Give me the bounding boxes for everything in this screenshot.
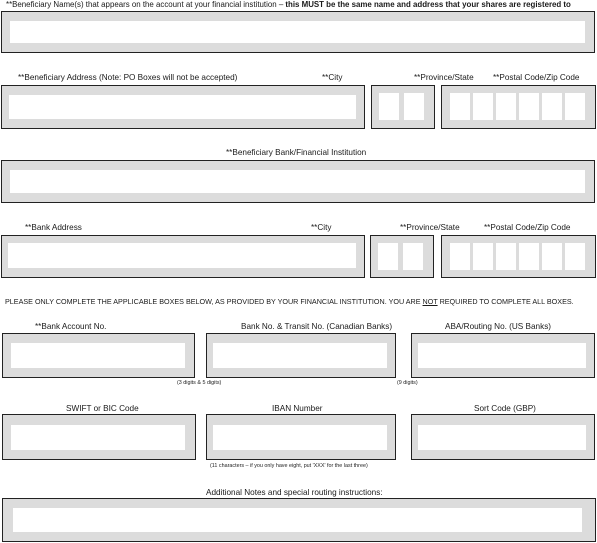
beneficiary-postal-cell[interactable] (450, 93, 470, 120)
beneficiary-postal-box (441, 85, 596, 129)
beneficiary-address-city-box (1, 85, 365, 129)
beneficiary-postal-cell[interactable] (542, 93, 562, 120)
beneficiary-name-label: **Beneficiary Name(s) that appears on the account at your financial institution – this MUST be the same name and address that your shares are registered to (6, 0, 571, 9)
sort-code-label: Sort Code (GBP) (474, 404, 536, 413)
aba-note: (9 digits) (397, 380, 418, 386)
beneficiary-address-field[interactable] (9, 95, 356, 119)
sort-code-box (411, 414, 595, 460)
bank-postal-cell[interactable] (473, 243, 493, 270)
account-no-field[interactable] (11, 343, 185, 368)
bank-postal-label: **Postal Code/Zip Code (484, 223, 571, 232)
additional-notes-box (2, 498, 596, 542)
bank-postal-cell[interactable] (542, 243, 562, 270)
bank-transit-box (206, 333, 396, 378)
bank-transit-field[interactable] (213, 343, 387, 368)
beneficiary-bank-label: **Beneficiary Bank/Financial Institution (226, 148, 367, 157)
bank-address-city-box (1, 235, 365, 278)
beneficiary-bank-box (1, 160, 595, 203)
bank-province-cell[interactable] (403, 243, 423, 270)
beneficiary-postal-cell[interactable] (519, 93, 539, 120)
swift-box (2, 414, 196, 460)
bank-transit-label: Bank No. & Transit No. (Canadian Banks) (241, 322, 393, 331)
instructions-text: PLEASE ONLY COMPLETE THE APPLICABLE BOXES BELOW, AS PROVIDED BY YOUR FINANCIAL INSTITUTION. YOU ARE NOT REQUIRED TO COMPLETE ALL BOXES. (5, 297, 574, 306)
swift-label: SWIFT or BIC Code (66, 404, 139, 413)
bank-province-box (370, 235, 434, 278)
bank-postal-cell[interactable] (450, 243, 470, 270)
beneficiary-province-cell[interactable] (404, 93, 424, 120)
bank-transit-note: (3 digits & 5 digits) (177, 380, 222, 386)
beneficiary-city-label: **City (322, 73, 343, 82)
beneficiary-name-box (1, 11, 595, 53)
beneficiary-name-field[interactable] (10, 21, 585, 43)
bank-postal-cell[interactable] (496, 243, 516, 270)
bank-address-field[interactable] (8, 243, 356, 268)
beneficiary-province-cell[interactable] (379, 93, 399, 120)
beneficiary-postal-label: **Postal Code/Zip Code (493, 73, 580, 82)
beneficiary-province-box (371, 85, 435, 129)
iban-note: (11 characters – if you only have eight, put 'XXX' for the last three) (210, 463, 368, 469)
beneficiary-postal-cell[interactable] (565, 93, 585, 120)
aba-field[interactable] (418, 343, 586, 368)
iban-box (206, 414, 396, 460)
swift-field[interactable] (11, 425, 185, 450)
beneficiary-postal-cell[interactable] (473, 93, 493, 120)
bank-address-label: **Bank Address (25, 223, 82, 232)
bank-postal-cell[interactable] (565, 243, 585, 270)
iban-label: IBAN Number (272, 404, 323, 413)
aba-label: ABA/Routing No. (US Banks) (445, 322, 552, 331)
bank-postal-cell[interactable] (519, 243, 539, 270)
bank-province-label: **Province/State (400, 223, 460, 232)
beneficiary-postal-cell[interactable] (496, 93, 516, 120)
additional-notes-field[interactable] (13, 508, 582, 532)
sort-code-field[interactable] (418, 425, 586, 450)
account-no-label: **Bank Account No. (35, 322, 107, 331)
aba-box (411, 333, 595, 378)
bank-postal-box (441, 235, 596, 278)
bank-province-cell[interactable] (378, 243, 398, 270)
beneficiary-bank-field[interactable] (10, 170, 585, 193)
beneficiary-address-label: **Beneficiary Address (Note: PO Boxes will not be accepted) (18, 73, 238, 82)
bank-city-label: **City (311, 223, 332, 232)
beneficiary-province-label: **Province/State (414, 73, 474, 82)
additional-notes-label: Additional Notes and special routing instructions: (206, 488, 383, 497)
account-no-box (2, 333, 195, 378)
iban-field[interactable] (213, 425, 387, 450)
